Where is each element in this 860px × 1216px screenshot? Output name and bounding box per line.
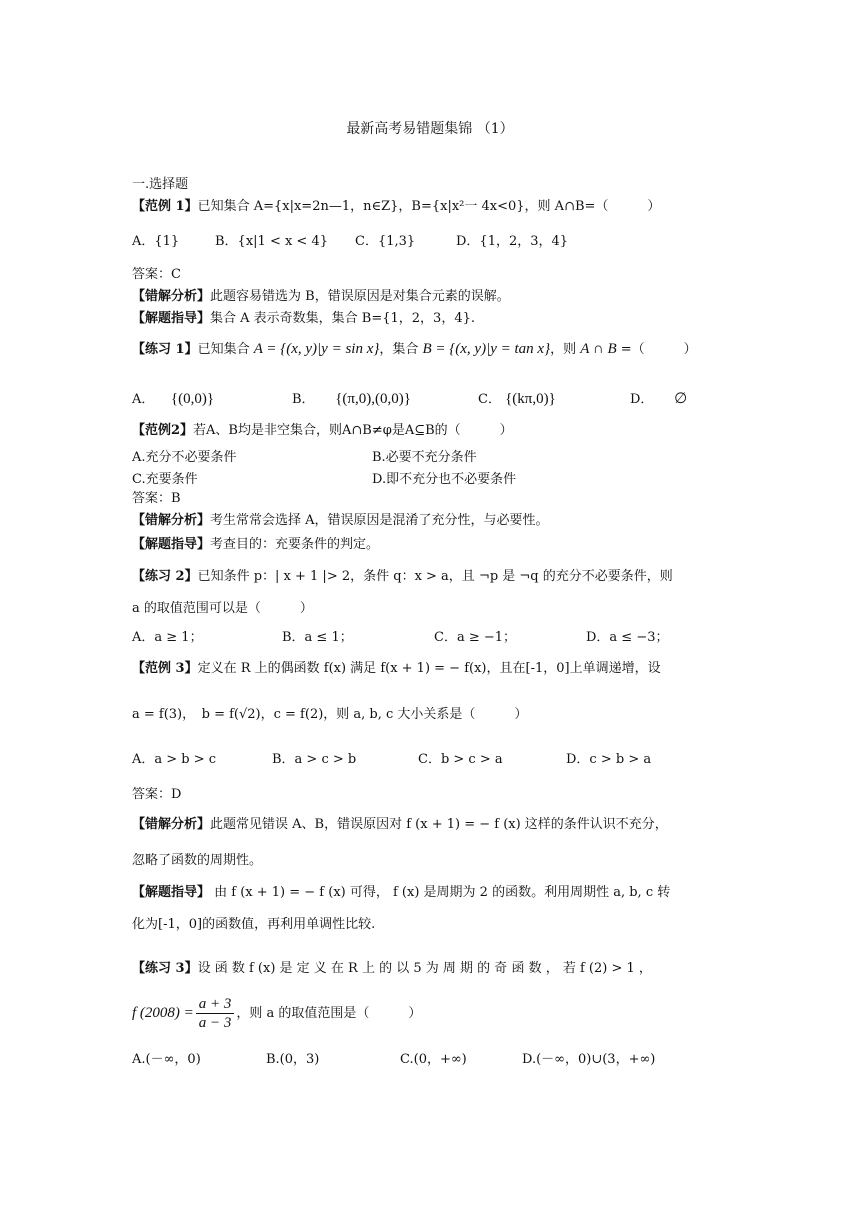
practice-3-option-d: D.(－∞，0)∪(3，+∞) — [522, 1052, 656, 1067]
example-3-guide — [132, 884, 670, 902]
practice-2-line-2: a 的取值范围可以是（ ） — [132, 601, 313, 616]
example-3-option-a: A．a > b > c — [132, 752, 217, 767]
practice-2-line-1: 已知条件 p：| x + 1 |> 2，条件 q：x > a，且 ¬p 是 ¬q 的充分不必要条件，则 — [197, 569, 673, 584]
practice-1-text-b: ，集合 — [379, 342, 423, 357]
set-a-formula: A = {(x, y)|y = sin x} — [253, 341, 380, 357]
document-title: 最新高考易错题集锦 （1） — [346, 121, 514, 137]
example-3-error-analysis — [132, 816, 668, 834]
practice-1-option-a — [132, 388, 214, 408]
example-3-tag: 【范例 3】 — [132, 661, 198, 676]
example-2-text: 若A、B均是非空集合，则A∩B≠φ是A⊆B的（ ） — [193, 423, 513, 438]
error-analysis-tag: 【错解分析】 — [132, 513, 211, 528]
practice-3-question — [132, 960, 652, 978]
practice-2-option-b: B．a ≤ 1； — [282, 630, 353, 645]
error-analysis-tag: 【错解分析】 — [132, 817, 211, 832]
f2008-lhs: f (2008) = — [132, 1005, 194, 1021]
guide-text: 由 f (x + 1) = − f (x) 可得， f (x) 是周期为 2 的函数。利用周期性 a, b, c 转 — [210, 885, 671, 900]
option-letter: C． — [478, 392, 501, 407]
error-analysis-tag: 【错解分析】 — [132, 289, 211, 304]
option-formula: {(π,0),(0,0)} — [335, 391, 411, 407]
practice-2-option-c: C．a ≥ −1； — [434, 630, 517, 645]
practice-3-line-1: 设 函 数 f (x) 是 定 义 在 R 上 的 以 5 为 周 期 的 奇 函 数 ， 若 f (2) > 1 ， — [197, 961, 652, 976]
example-2-guide — [132, 536, 379, 554]
example-2-option-c: C.充要条件 — [132, 472, 198, 487]
example-1-option-d: D．{1，2，3，4} — [456, 234, 569, 249]
example-2-question — [132, 422, 513, 440]
example-1-error-analysis — [132, 288, 510, 306]
fraction — [196, 995, 235, 1032]
error-analysis-text: 此题常见错误 A、B，错误原因对 f (x + 1) = − f (x) 这样的条件认识不充分， — [210, 817, 668, 832]
guide-text: 集合 A 表示奇数集，集合 B={1，2，3，4}. — [210, 311, 476, 326]
example-3-question — [132, 660, 661, 678]
practice-3-option-a: A.(－∞，0) — [132, 1052, 201, 1067]
practice-1-option-c — [478, 388, 556, 408]
option-formula: ∅ — [674, 391, 688, 407]
example-1-option-b: B．{x|1 < x < 4} — [215, 234, 328, 249]
practice-1-option-d — [630, 388, 687, 408]
example-1-tag: 【范例 1】 — [132, 199, 198, 214]
fraction-denominator: a − 3 — [198, 1015, 232, 1031]
fraction-numerator: a + 3 — [196, 995, 235, 1014]
example-3-answer: 答案：D — [132, 787, 182, 802]
example-2-option-a: A.充分不必要条件 — [132, 450, 237, 465]
section-heading: 一.选择题 — [132, 177, 189, 192]
option-letter: B． — [292, 392, 315, 407]
practice-3-tail: ，则 a 的取值范围是（ ） — [236, 1006, 422, 1021]
example-3-line-2: a = f(3)， b = f(√2)，c = f(2)，则 a, b, c 大小关系是（ ） — [132, 707, 528, 722]
practice-1-question — [132, 340, 697, 359]
option-letter: A． — [132, 392, 155, 407]
error-analysis-text: 考生常常会选择 A，错误原因是混淆了充分性，与必要性。 — [210, 513, 549, 528]
example-1-text: 已知集合 A={x|x=2n—1，n∈Z}，B={x|x²一 4x<0}，则 A∩B=（ ） — [197, 199, 661, 214]
example-3-line-1: 定义在 R 上的偶函数 f(x) 满足 f(x + 1) = − f(x)，且在[-1，0]上单调递增，设 — [197, 661, 661, 676]
example-3-guide-cont: 化为[-1，0]的函数值，再利用单调性比较. — [132, 917, 376, 932]
practice-2-option-d: D．a ≤ −3； — [586, 630, 669, 645]
practice-2-option-a: A．a ≥ 1； — [132, 630, 203, 645]
example-1-guide — [132, 310, 475, 328]
practice-1-text-c: ，则 — [550, 342, 581, 357]
option-letter: D． — [630, 392, 654, 407]
example-3-option-c: C．b > c > a — [418, 752, 503, 767]
example-2-option-b: B.必要不充分条件 — [372, 450, 477, 465]
guide-tag: 【解题指导】 — [132, 311, 211, 326]
option-formula: {(kπ,0)} — [505, 391, 556, 407]
example-2-option-d: D.即不充分也不必要条件 — [372, 472, 517, 487]
practice-1-tag: 【练习 1】 — [132, 342, 198, 357]
error-analysis-text: 此题容易错选为 B，错误原因是对集合元素的误解。 — [210, 289, 510, 304]
intersection-formula: A ∩ B — [580, 341, 617, 357]
practice-3-option-c: C.(0，+∞) — [400, 1052, 467, 1067]
example-2-answer: 答案：B — [132, 491, 181, 506]
example-3-error-analysis-cont: 忽略了函数的周期性。 — [132, 853, 263, 868]
set-b-formula: B = {(x, y)|y = tan x} — [422, 341, 551, 357]
practice-2-question — [132, 568, 673, 586]
example-1-question — [132, 198, 660, 216]
guide-text: 考查目的：充要条件的判定。 — [210, 537, 380, 552]
practice-2-tag: 【练习 2】 — [132, 569, 198, 584]
practice-1-text-d: =（ ） — [616, 342, 697, 357]
example-2-tag: 【范例2】 — [132, 423, 194, 438]
practice-3-option-b: B.(0，3) — [266, 1052, 320, 1067]
example-2-error-analysis — [132, 512, 549, 530]
practice-1-text-a: 已知集合 — [197, 342, 254, 357]
example-3-option-b: B．a > c > b — [272, 752, 357, 767]
practice-3-tag: 【练习 3】 — [132, 961, 198, 976]
example-1-option-a: A．{1} — [132, 234, 180, 249]
option-formula: {(0,0)} — [170, 391, 215, 407]
example-1-answer: 答案：C — [132, 267, 181, 282]
guide-tag: 【解题指导】 — [132, 885, 211, 900]
practice-1-option-b — [292, 388, 411, 408]
example-3-option-d: D．c > b > a — [566, 752, 652, 767]
example-1-option-c: C．{1,3} — [355, 234, 416, 249]
guide-tag: 【解题指导】 — [132, 537, 211, 552]
practice-3-line-2 — [132, 995, 421, 1032]
